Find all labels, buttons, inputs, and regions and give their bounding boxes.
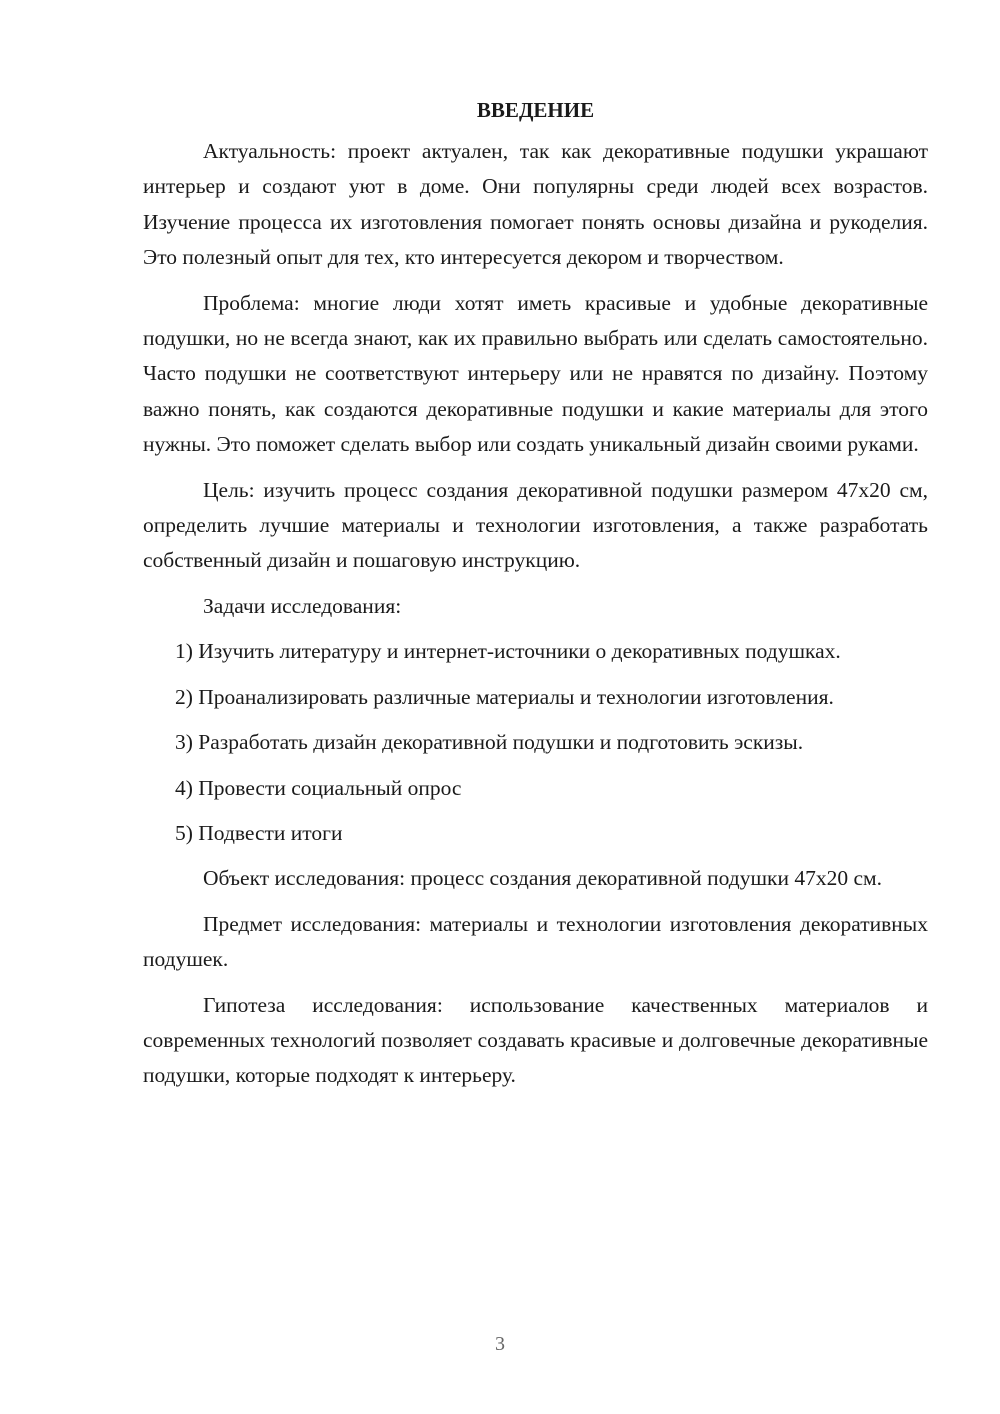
task-item-4: 4) Провести социальный опрос	[175, 775, 462, 800]
task-item-1: 1) Изучить литературу и интернет-источники о декоративных подушках.	[175, 639, 841, 664]
page-number: 3	[495, 1333, 505, 1355]
task-item-5: 5) Подвести итоги	[175, 820, 343, 845]
page-title: ВВЕДЕНИЕ	[476, 98, 595, 122]
task-item-3: 3) Разработать дизайн декоративной подушки и подготовить эскизы.	[175, 730, 804, 755]
paragraph-hypothesis: Гипотеза исследования: использование качественных материалов и современных технологий позволяет создавать красивые и долговечные декоративные подушки, которые подходят к интерьеру.	[143, 992, 928, 1088]
document-page	[143, 93, 928, 1104]
task-item-2: 2) Проанализировать различные материалы и технологии изготовления.	[175, 684, 834, 709]
tasks-heading: Задачи исследования:	[203, 593, 402, 618]
paragraph-goal: Цель: изучить процесс создания декоративной подушки размером 47х20 см, определить лучшие материалы и технологии изготовления, а также разработать собственный дизайн и пошаговую инструкцию.	[143, 477, 928, 573]
paragraph-object: Объект исследования: процесс создания декоративной подушки 47х20 см.	[203, 866, 883, 891]
paragraph-subject: Предмет исследования: материалы и технологии изготовления декоративных подушек.	[143, 911, 928, 972]
paragraph-problem: Проблема: многие люди хотят иметь красивые и удобные декоративные подушки, но не всегда знают, как их правильно выбрать или сделать самостоятельно. Часто подушки не соответствуют интерьеру или не нравятся по дизайну. Поэтому важно понять, как создаются декоративные подушки и какие материалы для этого нужны. Это поможет сделать выбор или создать уникальный дизайн своими руками.	[143, 290, 928, 457]
paragraph-relevance: Актуальность: проект актуален, так как декоративные подушки украшают интерьер и создают уют в доме. Они популярны среди людей всех возрастов. Изучение процесса их изготовления помогает понять основы дизайна и рукоделия. Это полезный опыт для тех, кто интересуется декором и творчеством.	[143, 139, 928, 270]
